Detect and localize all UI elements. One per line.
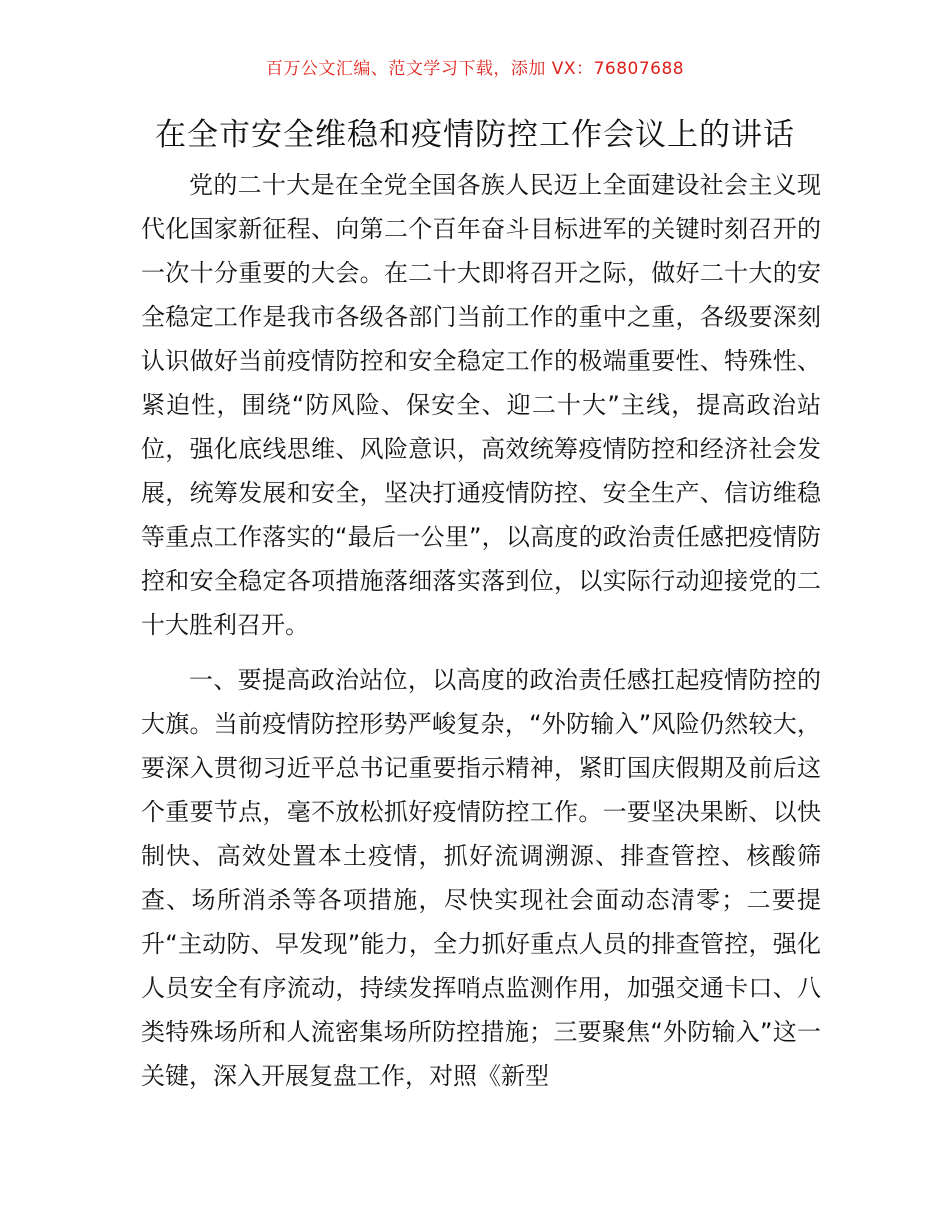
paragraph-intro: 党的二十大是在全党全国各族人民迈上全面建设社会主义现代化国家新征程、向第二个百年奋斗目标进军的关键时刻召开的一次十分重要的大会。在二十大即将召开之际，做好二十大的安全稳定工作是我市各级各部门当前工作的重中之重，各级要深刻认识做好当前疫情防控和安全稳定工作的极端重要性、特殊性、紧迫性，围绕“防风险、保安全、迎二十大”主线，提高政治站位，强化底线思维、风险意识，高效统筹疫情防控和经济社会发展，统筹发展和安全，坚决打通疫情防控、安全生产、信访维稳等重点工作落实的“最后一公里”，以高度的政治责任感把疫情防控和安全稳定各项措施落细落实落到位，以实际行动迎接党的二十大胜利召开。 — [141, 171, 821, 639]
document-title: 在全市安全维稳和疫情防控工作会议上的讲话 — [155, 117, 795, 153]
header-banner: 百万公文汇编、范文学习下载，添加 VX：76807688 — [265, 59, 685, 79]
document-body — [141, 163, 821, 1109]
paragraph-section-one: 一、要提高政治站位，以高度的政治责任感扛起疫情防控的大旗。当前疫情防控形势严峻复杂，“外防输入”风险仍然较大，要深入贯彻习近平总书记重要指示精神，紧盯国庆假期及前后这个重要节点，毫不放松抓好疫情防控工作。一要坚决果断、以快制快、高效处置本土疫情，抓好流调溯源、排查管控、核酸筛查、场所消杀等各项措施，尽快实现社会面动态清零；二要提升“主动防、早发现”能力，全力抓好重点人员的排查管控，强化人员安全有序流动，持续发挥哨点监测作用，加强交通卡口、八类特殊场所和人流密集场所防控措施；三要聚焦“外防输入”这一关键，深入开展复盘工作，对照《新型 — [141, 666, 821, 1090]
